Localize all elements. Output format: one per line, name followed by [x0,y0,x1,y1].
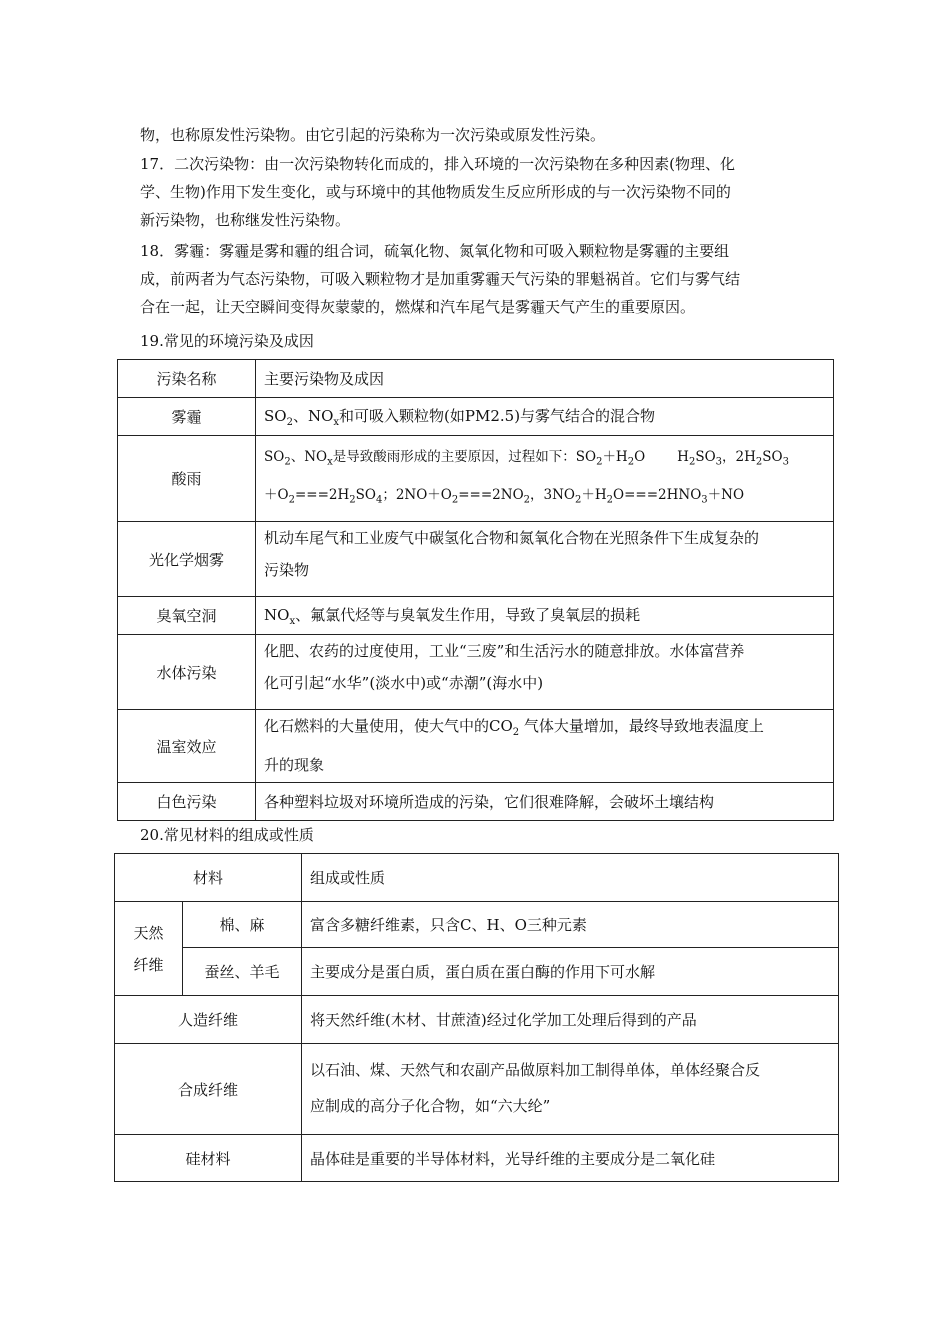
table-row [118,710,834,783]
header-cell: 污染名称 [118,360,256,398]
material-name-cell: 蚕丝、羊毛 [183,948,302,996]
table-row [115,996,839,1044]
pollution-desc-cell: $SO_2$、$NO_x$和可吸入颗粒物(如PM2.5)与雾气结合的混合物 [256,398,834,436]
table-header-row [115,854,839,902]
material-name-cell: 合成纤维 [115,1044,302,1135]
table-row [118,398,834,436]
material-desc-cell: 将天然纤维(木材、甘蔗渣)经过化学加工处理后得到的产品 [302,996,839,1044]
paragraph-item-17 [140,150,840,234]
text-line: 学、生物)作用下发生变化，或与环境中的其他物质发生反应所形成的与一次污染物不同的 [140,183,731,201]
table-row [118,783,834,821]
natural-fiber-group-cell: 天然 纤维 [115,902,183,996]
material-name-cell: 棉、麻 [183,902,302,948]
material-desc-cell: 以石油、煤、天然气和农副产品做原料加工制得单体，单体经聚合反 应制成的高分子化合物，如“六大纶” [302,1044,839,1135]
text-line: 18．雾霾：雾霾是雾和霾的组合词，硫氧化物、氮氧化物和可吸入颗粒物是雾霾的主要组 [140,242,730,260]
paragraph-primary-pollutant-tail [140,121,840,149]
pollution-name-cell: 雾霾 [118,398,256,436]
table-20-caption: 20.常见材料的组成或性质 [140,826,314,844]
table-row [115,902,839,948]
pollution-name-cell: 温室效应 [118,710,256,783]
table-row [118,436,834,522]
pollution-name-cell: 白色污染 [118,783,256,821]
pollution-table [117,359,834,821]
text-line: 物，也称原发性污染物。由它引起的污染称为一次污染或原发性污染。 [140,126,606,144]
pollution-desc-cell: 各种塑料垃圾对环境所造成的污染，它们很难降解，会破坏土壤结构 [256,783,834,821]
pollution-desc-cell: $NO_x$、氟氯代烃等与臭氧发生作用，导致了臭氧层的损耗 [256,597,834,635]
header-cell: 组成或性质 [302,854,839,902]
pollution-desc-cell: 化肥、农药的过度使用，工业“三废”和生活污水的随意排放。水体富营养 化可引起“水华”(淡水中)或“赤潮”(海水中) [256,635,834,710]
text-line: 合在一起，让天空瞬间变得灰蒙蒙的，燃煤和汽车尾气是雾霾天气产生的重要原因。 [140,298,696,316]
header-cell: 材料 [115,854,302,902]
table-row [118,597,834,635]
text-line: 新污染物，也称继发性污染物。 [140,211,351,229]
table-row [115,1135,839,1182]
table-row [118,522,834,597]
table-19-caption: 19.常见的环境污染及成因 [140,332,314,350]
pollution-name-cell: 水体污染 [118,635,256,710]
table-row [115,1044,839,1135]
material-name-cell: 硅材料 [115,1135,302,1182]
pollution-desc-cell: $SO_2$、$NO_x$是导致酸雨形成的主要原因，过程如下：$SO_2+H_2O$ $H_2SO_3$，$2H_2SO_3$ $+O_2===2H_2SO_4$；$2NO+O_2===2NO_2$，$3NO_2+H_2O===2HNO_3+NO$ [256,436,834,522]
material-desc-cell: 主要成分是蛋白质，蛋白质在蛋白酶的作用下可水解 [302,948,839,996]
pollution-desc-cell: 机动车尾气和工业废气中碳氢化合物和氮氧化合物在光照条件下生成复杂的 污染物 [256,522,834,597]
table-header-row [118,360,834,398]
materials-table [114,853,839,1182]
header-cell: 主要污染物及成因 [256,360,834,398]
paragraph-item-18 [140,237,840,321]
material-name-cell: 人造纤维 [115,996,302,1044]
table-row [115,948,839,996]
pollution-name-cell: 光化学烟雾 [118,522,256,597]
pollution-name-cell: 臭氧空洞 [118,597,256,635]
material-desc-cell: 富含多糖纤维素，只含C、H、O三种元素 [302,902,839,948]
text-line: 成，前两者为气态污染物，可吸入颗粒物才是加重雾霾天气污染的罪魁祸首。它们与雾气结 [140,270,741,288]
table-row [118,635,834,710]
pollution-name-cell: 酸雨 [118,436,256,522]
material-desc-cell: 晶体硅是重要的半导体材料，光导纤维的主要成分是二氧化硅 [302,1135,839,1182]
pollution-desc-cell: 化石燃料的大量使用，使大气中的$CO_2$ 气体大量增加，最终导致地表温度上 升的现象 [256,710,834,783]
text-line: 17．二次污染物：由一次污染物转化而成的，排入环境的一次污染物在多种因素(物理、化 [140,155,735,173]
